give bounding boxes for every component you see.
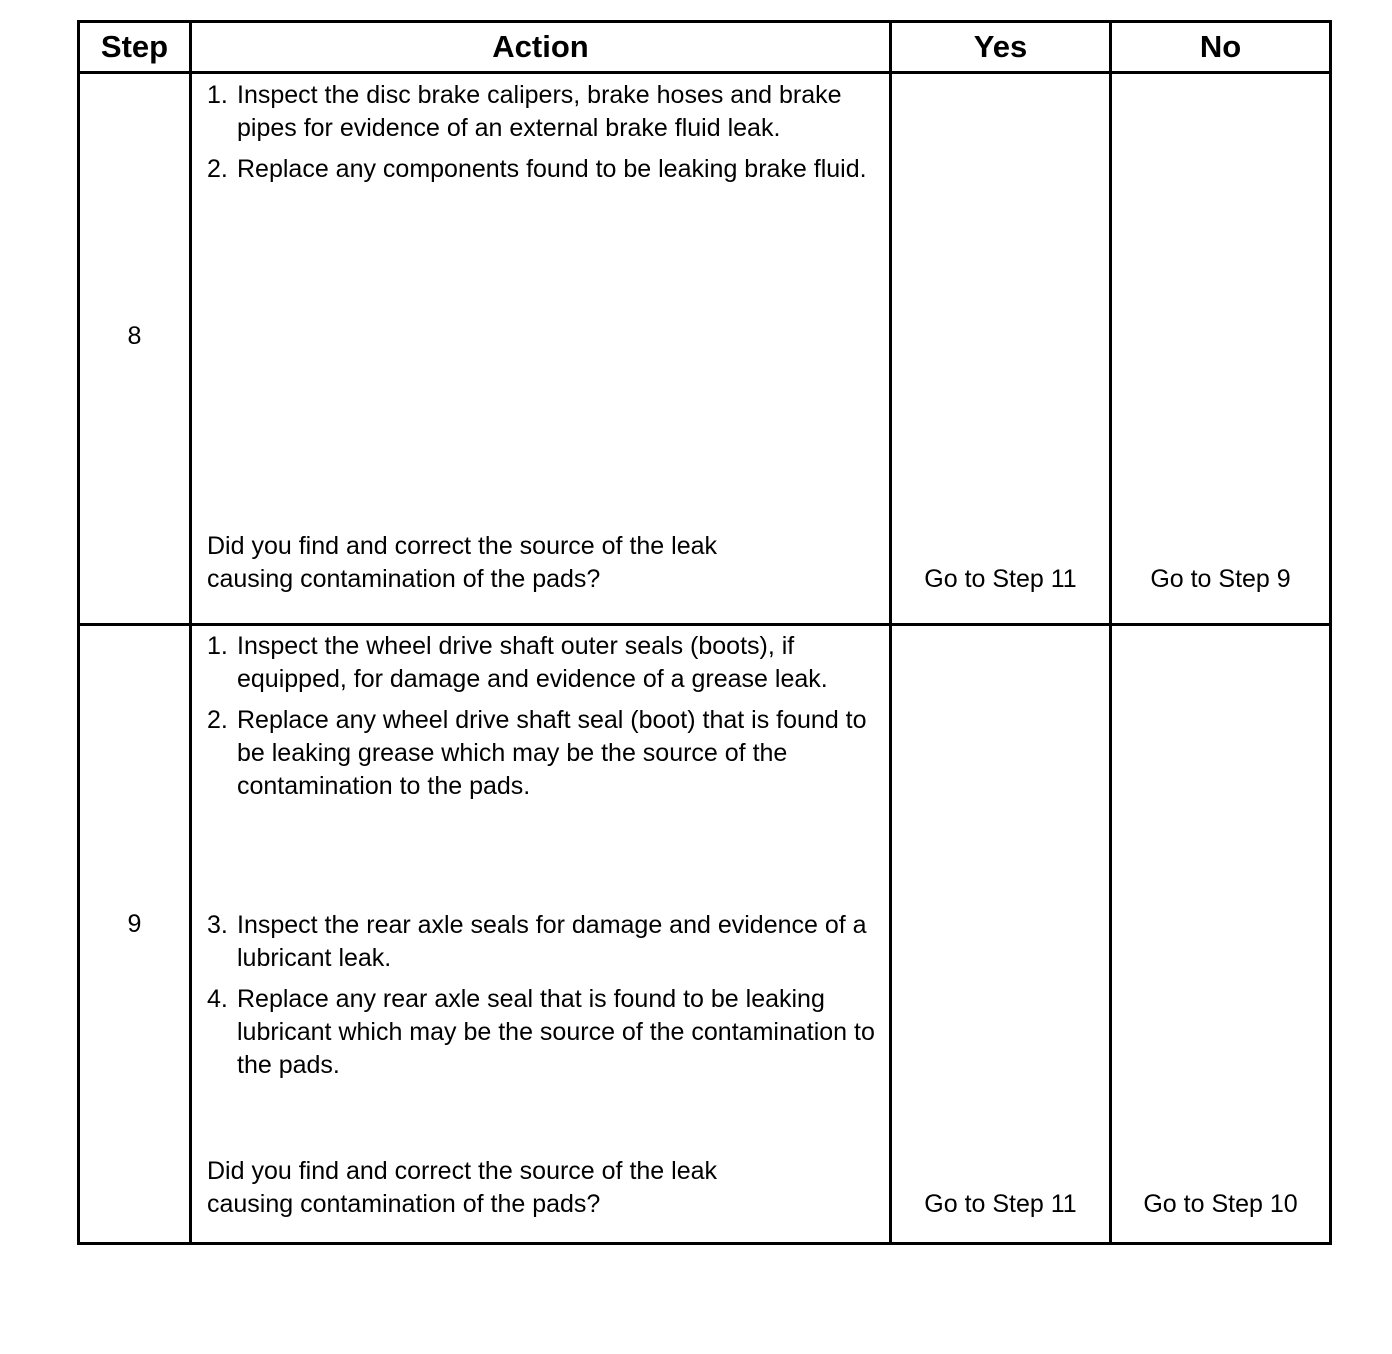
yes-result: Go to Step 11: [924, 1190, 1077, 1218]
column-divider: [189, 23, 192, 1242]
step-number: 8: [127, 322, 142, 350]
column-divider: [889, 23, 892, 1242]
action-item: 2. Replace any components found to be leaking brake fluid.: [207, 155, 867, 183]
action-item: 1. Inspect the wheel drive shaft outer seals (boots), if equipped, for damage and evidence of a grease leak.: [207, 632, 828, 693]
step-question: Did you find and correct the source of the leak causing contamination of the pads?: [207, 1157, 718, 1218]
row-divider: [80, 71, 1329, 74]
action-list: [207, 630, 877, 811]
row-divider: [80, 623, 1329, 626]
header-yes: Yes: [973, 29, 1028, 64]
action-list: [207, 79, 877, 194]
header-action: Action: [492, 29, 589, 64]
yes-result: Go to Step 11: [924, 565, 1077, 593]
action-item: 1. Inspect the disc brake calipers, brake hoses and brake pipes for evidence of an external brake fluid leak.: [207, 81, 842, 142]
column-divider: [1109, 23, 1112, 1242]
step-question: Did you find and correct the source of the leak causing contamination of the pads?: [207, 532, 718, 593]
header-no: No: [1199, 29, 1242, 64]
header-step: Step: [100, 29, 169, 64]
action-item: 2. Replace any wheel drive shaft seal (boot) that is found to be leaking grease which may be the source of the contamination to the pads.: [207, 706, 867, 800]
action-list: [207, 909, 877, 1090]
action-item: 3. Inspect the rear axle seals for damage and evidence of a lubricant leak.: [207, 911, 867, 972]
diagnostic-table: [77, 20, 1332, 1245]
action-item: 4. Replace any rear axle seal that is found to be leaking lubricant which may be the source of the contamination to the pads.: [207, 985, 875, 1079]
step-number: 9: [127, 910, 142, 938]
no-result: Go to Step 9: [1150, 565, 1291, 593]
no-result: Go to Step 10: [1143, 1190, 1298, 1218]
